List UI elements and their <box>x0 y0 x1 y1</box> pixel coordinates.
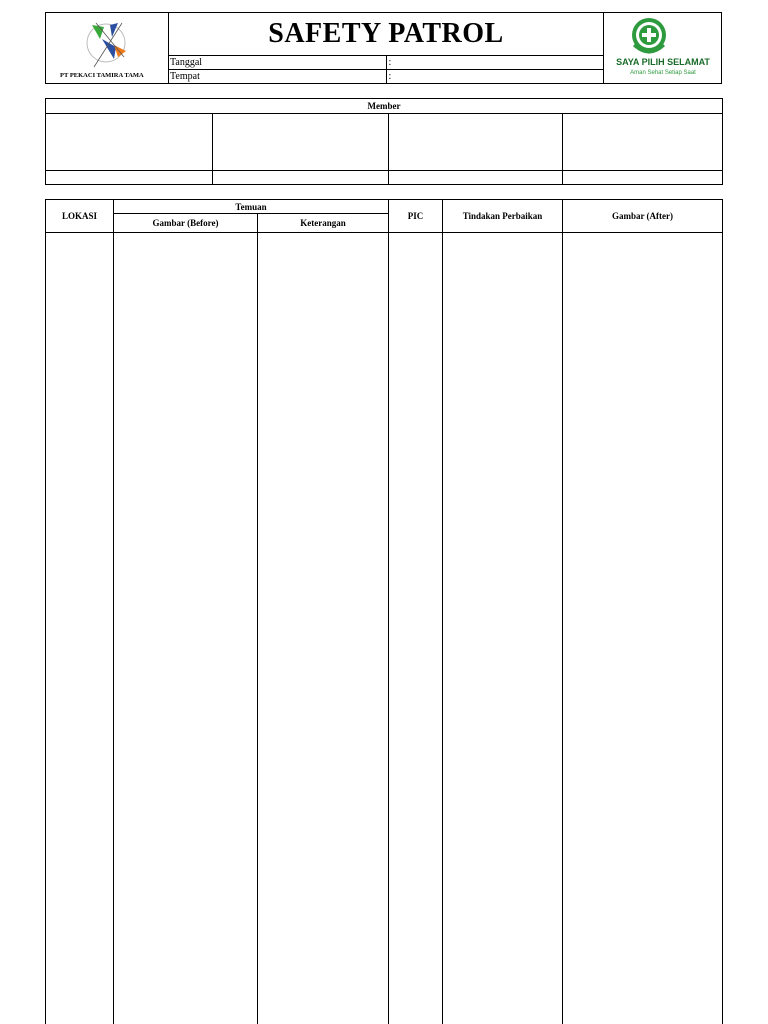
member-name-2[interactable] <box>213 171 389 185</box>
cell-gambar-after[interactable] <box>563 233 723 1024</box>
field-label-tempat: Tempat <box>169 70 387 84</box>
member-name-3[interactable] <box>389 171 563 185</box>
member-name-4[interactable] <box>563 171 723 185</box>
col-lokasi: LOKASI <box>46 200 114 233</box>
member-title: Member <box>46 99 723 114</box>
company-logo-icon <box>78 17 138 77</box>
cell-keterangan[interactable] <box>258 233 389 1024</box>
company-name: PT PEKACI TAMIRA TAMA <box>60 72 144 79</box>
field-value-tempat[interactable]: : <box>386 70 604 84</box>
findings-table <box>45 199 723 1024</box>
member-signature-2[interactable] <box>213 114 389 171</box>
cell-gambar-before[interactable] <box>114 233 258 1024</box>
company-logo-cell <box>46 13 169 84</box>
badge-main-text: SAYA PILIH SELAMAT <box>616 57 710 67</box>
col-temuan: Temuan <box>114 200 389 214</box>
member-signature-3[interactable] <box>389 114 563 171</box>
cell-tindakan-perbaikan[interactable] <box>443 233 563 1024</box>
document-title: SAFETY PATROL <box>169 13 604 56</box>
col-keterangan: Keterangan <box>258 214 389 233</box>
col-gambar-after: Gambar (After) <box>563 200 723 233</box>
safety-badge-icon <box>613 15 713 77</box>
badge-sub-text: Aman Sehat Setiap Saat <box>630 70 696 76</box>
member-table <box>45 98 723 185</box>
col-pic: PIC <box>389 200 443 233</box>
member-signature-1[interactable] <box>46 114 213 171</box>
safety-badge-cell <box>604 13 722 84</box>
field-value-tanggal[interactable]: : <box>386 56 604 70</box>
field-label-tanggal: Tanggal <box>169 56 387 70</box>
cell-lokasi[interactable] <box>46 233 114 1024</box>
header-table <box>45 12 722 84</box>
member-signature-4[interactable] <box>563 114 723 171</box>
col-tindakan-perbaikan: Tindakan Perbaikan <box>443 200 563 233</box>
col-gambar-before: Gambar (Before) <box>114 214 258 233</box>
member-name-1[interactable] <box>46 171 213 185</box>
cell-pic[interactable] <box>389 233 443 1024</box>
